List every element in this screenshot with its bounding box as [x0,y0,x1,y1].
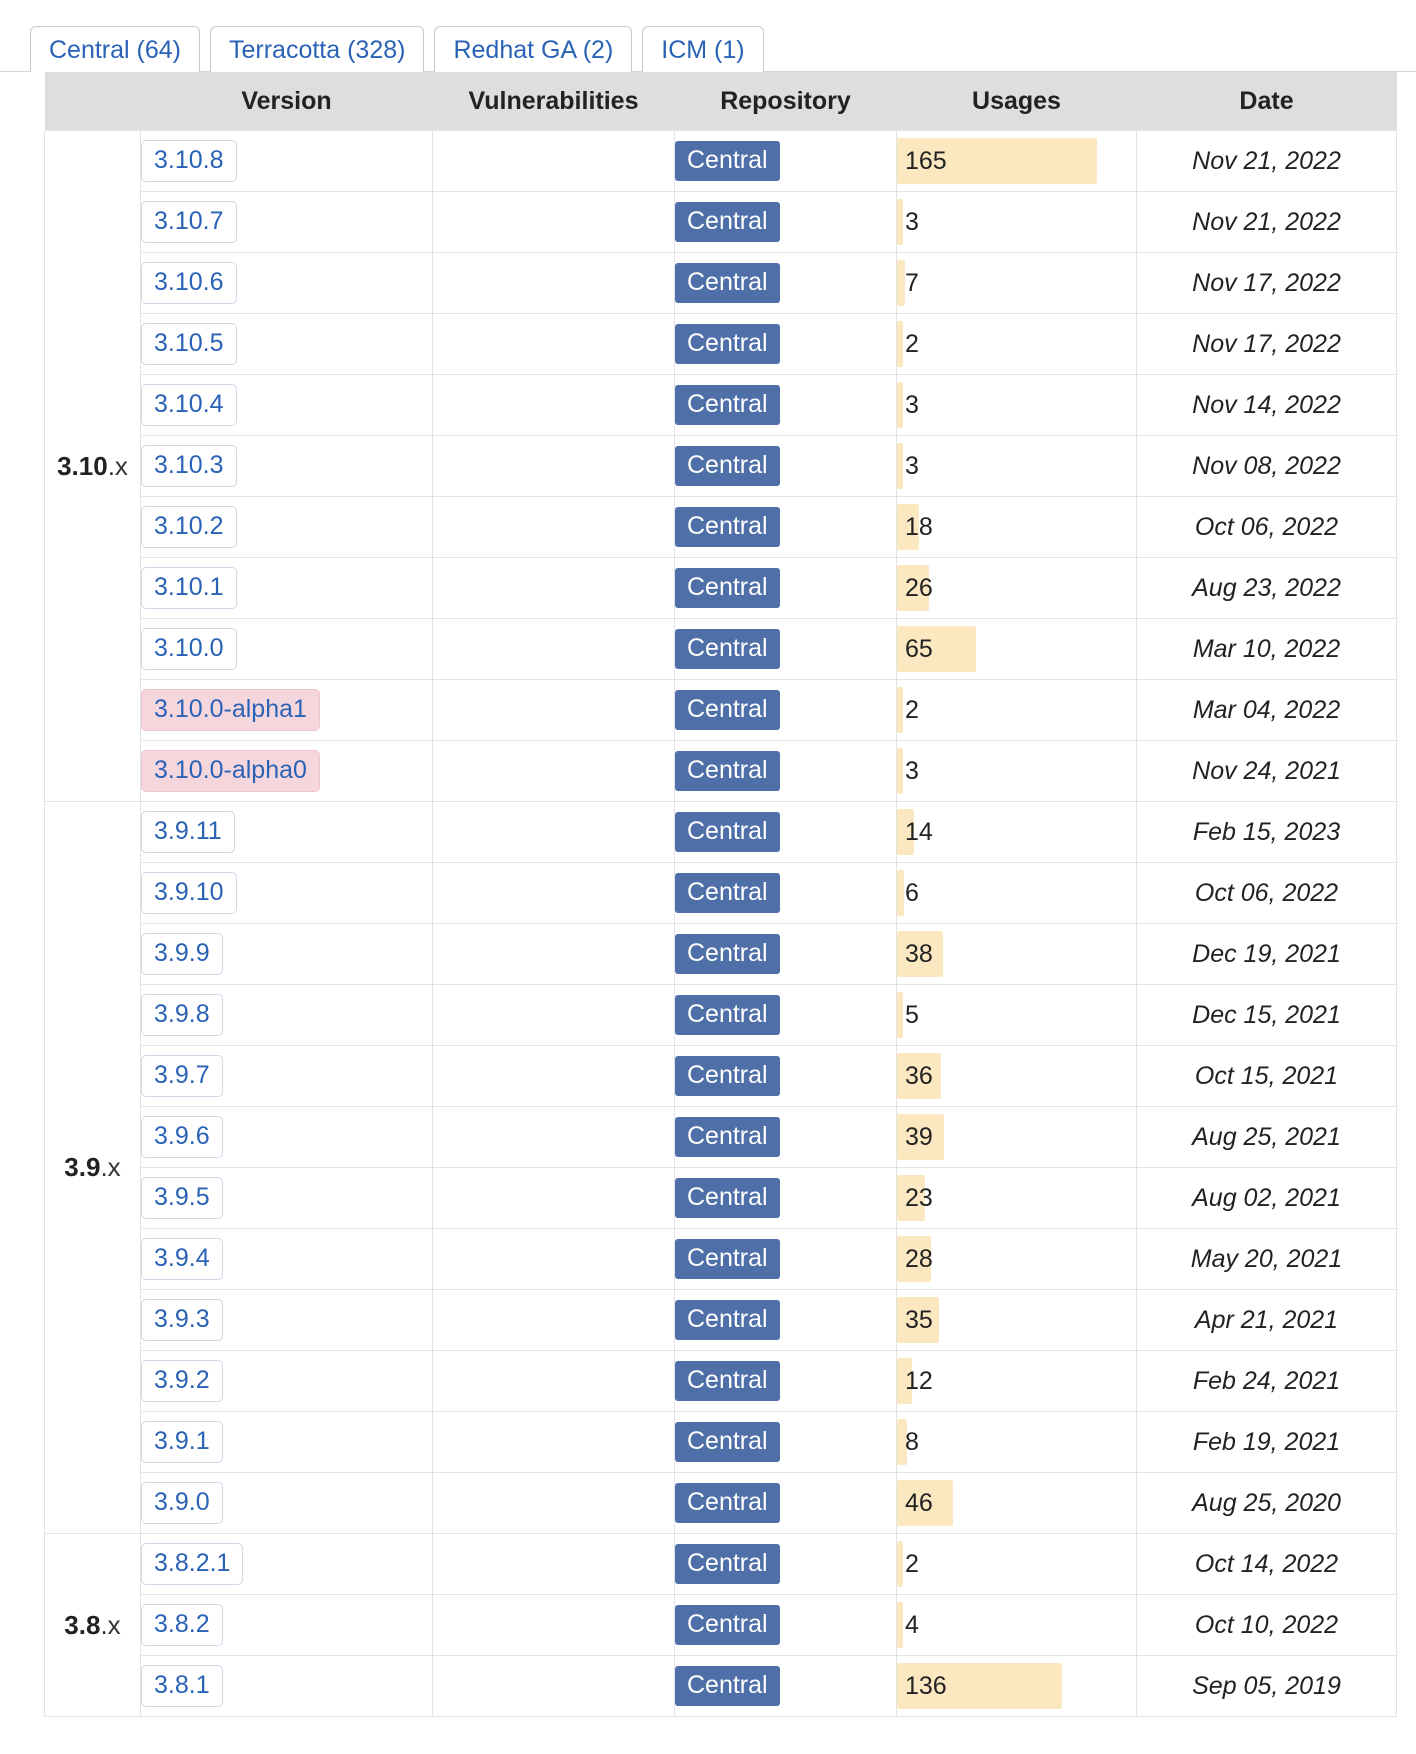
versions-table-head [45,72,1397,131]
repository-cell [675,253,897,314]
usages-count[interactable]: 39 [905,1122,933,1151]
release-date: Aug 23, 2022 [1137,558,1397,619]
vulnerabilities-cell [433,1290,675,1351]
usages-bar-wrapper [897,199,1136,245]
usages-bar-wrapper [897,1541,1136,1587]
release-date: Aug 25, 2021 [1137,1107,1397,1168]
vulnerabilities-cell [433,619,675,680]
version-link[interactable]: 3.9.2 [141,1360,223,1402]
repository-cell [675,1351,897,1412]
repository-cell [675,1107,897,1168]
usages-bar-wrapper [897,382,1136,428]
repository-cell [675,558,897,619]
table-row [45,314,1397,375]
repository-cell [675,131,897,192]
release-date: Oct 15, 2021 [1137,1046,1397,1107]
version-cell [141,131,433,192]
repository-badge[interactable]: Central [675,263,780,303]
version-cell [141,619,433,680]
repository-badge[interactable]: Central [675,1605,780,1645]
usages-cell [897,619,1137,680]
branch-major: 3.10 [57,450,108,481]
usages-cell [897,436,1137,497]
branch-suffix: .x [107,450,128,481]
table-row [45,1107,1397,1168]
repository-cell [675,436,897,497]
repository-badge[interactable]: Central [675,690,780,730]
versions-table [44,72,1397,1717]
usages-bar-wrapper [897,504,1136,550]
usages-count[interactable]: 35 [905,1305,933,1334]
release-date: Nov 24, 2021 [1137,741,1397,802]
usages-bar-wrapper [897,1175,1136,1221]
repository-cell [675,619,897,680]
release-date: May 20, 2021 [1137,1229,1397,1290]
usages-bar-wrapper [897,1602,1136,1648]
usages-count[interactable]: 65 [905,634,933,663]
table-row [45,497,1397,558]
version-cell [141,863,433,924]
usages-count[interactable]: 36 [905,1061,933,1090]
version-link[interactable]: 3.9.11 [141,811,235,853]
usages-bar-wrapper [897,1419,1136,1465]
usages-cell [897,497,1137,558]
repository-cell [675,741,897,802]
table-row [45,985,1397,1046]
vulnerabilities-cell [433,1412,675,1473]
repository-cell [675,375,897,436]
usages-cell [897,1351,1137,1412]
release-date: Aug 25, 2020 [1137,1473,1397,1534]
repository-badge[interactable]: Central [675,1361,780,1401]
release-date: Nov 17, 2022 [1137,314,1397,375]
table-row [45,1412,1397,1473]
table-row [45,1168,1397,1229]
repository-cell [675,192,897,253]
version-cell [141,985,433,1046]
tab-redhat-ga-2[interactable]: Redhat GA (2) [434,26,632,72]
usages-cell [897,924,1137,985]
usages-cell [897,1168,1137,1229]
repository-badge[interactable]: Central [675,1178,780,1218]
usages-count[interactable]: 136 [905,1671,947,1700]
repository-badge[interactable]: Central [675,1056,780,1096]
usages-bar-wrapper [897,1358,1136,1404]
vulnerabilities-cell [433,863,675,924]
repository-cell [675,680,897,741]
version-link[interactable]: 3.10.6 [141,262,237,304]
table-row [45,131,1397,192]
repository-cell [675,802,897,863]
repository-badge[interactable]: Central [675,995,780,1035]
usages-count[interactable]: 38 [905,939,933,968]
version-link[interactable]: 3.8.1 [141,1665,223,1707]
release-date: Oct 06, 2022 [1137,497,1397,558]
repository-badge[interactable]: Central [675,385,780,425]
version-link[interactable]: 3.9.1 [141,1421,223,1463]
version-cell [141,497,433,558]
version-cell [141,314,433,375]
version-cell [141,1412,433,1473]
repository-badge[interactable]: Central [675,1483,780,1523]
release-date: Nov 21, 2022 [1137,131,1397,192]
usages-bar-wrapper [897,321,1136,367]
version-link[interactable]: 3.9.0 [141,1482,223,1524]
table-row [45,741,1397,802]
branch-suffix: .x [100,1609,121,1640]
usages-count[interactable]: 3 [905,451,919,480]
release-date: Dec 15, 2021 [1137,985,1397,1046]
usages-cell [897,131,1137,192]
vulnerabilities-cell [433,1168,675,1229]
vulnerabilities-cell [433,253,675,314]
vulnerabilities-cell [433,802,675,863]
table-row [45,1534,1397,1595]
usages-cell [897,802,1137,863]
release-date: Oct 06, 2022 [1137,863,1397,924]
release-date: Sep 05, 2019 [1137,1656,1397,1717]
release-date: Feb 15, 2023 [1137,802,1397,863]
usages-bar-wrapper [897,931,1136,977]
usages-bar-wrapper [897,1053,1136,1099]
repository-badge[interactable]: Central [675,1666,780,1706]
column-header-usages: Usages [897,72,1137,131]
usages-count[interactable]: 3 [905,756,919,785]
release-date: Feb 24, 2021 [1137,1351,1397,1412]
column-header-date: Date [1137,72,1397,131]
usages-count[interactable]: 7 [905,268,919,297]
version-link[interactable]: 3.10.7 [141,201,237,243]
repository-cell [675,497,897,558]
usages-cell [897,1595,1137,1656]
vulnerabilities-cell [433,741,675,802]
table-row [45,1595,1397,1656]
usages-cell [897,1107,1137,1168]
repository-badge[interactable]: Central [675,507,780,547]
version-link[interactable]: 3.8.2 [141,1604,223,1646]
repository-cell [675,1473,897,1534]
repository-badge[interactable]: Central [675,202,780,242]
table-row [45,436,1397,497]
release-date: Nov 17, 2022 [1137,253,1397,314]
usages-count[interactable]: 2 [905,329,919,358]
version-link[interactable]: 3.10.0 [141,628,237,670]
usages-count[interactable]: 23 [905,1183,933,1212]
release-date: Aug 02, 2021 [1137,1168,1397,1229]
usages-cell [897,192,1137,253]
repository-badge[interactable]: Central [675,1422,780,1462]
usages-bar-wrapper [897,1236,1136,1282]
usages-count[interactable]: 26 [905,573,933,602]
table-row [45,192,1397,253]
version-link[interactable]: 3.8.2.1 [141,1543,243,1585]
release-date: Apr 21, 2021 [1137,1290,1397,1351]
vulnerabilities-cell [433,680,675,741]
usages-count[interactable]: 46 [905,1488,933,1517]
usages-cell [897,314,1137,375]
release-date: Feb 19, 2021 [1137,1412,1397,1473]
versions-table-header-row [45,72,1397,131]
version-cell [141,558,433,619]
release-date: Oct 14, 2022 [1137,1534,1397,1595]
usages-bar-wrapper [897,1480,1136,1526]
branch-suffix: .x [100,1152,121,1182]
version-link[interactable]: 3.10.4 [141,384,237,426]
vulnerabilities-cell [433,192,675,253]
repository-badge[interactable]: Central [675,629,780,669]
usages-cell [897,1290,1137,1351]
column-header-repository: Repository [675,72,897,131]
release-date: Oct 10, 2022 [1137,1595,1397,1656]
table-row [45,1473,1397,1534]
repository-badge[interactable]: Central [675,446,780,486]
vulnerabilities-cell [433,985,675,1046]
column-header-vulnerabilities: Vulnerabilities [433,72,675,131]
usages-cell [897,375,1137,436]
release-date: Dec 19, 2021 [1137,924,1397,985]
usages-count[interactable]: 18 [905,512,933,541]
release-date: Nov 21, 2022 [1137,192,1397,253]
version-link[interactable]: 3.9.8 [141,994,223,1036]
repository-cell [675,1229,897,1290]
usages-bar-wrapper [897,687,1136,733]
version-cell [141,802,433,863]
vulnerabilities-cell [433,1229,675,1290]
usages-count[interactable]: 14 [905,817,933,846]
version-link[interactable]: 3.9.4 [141,1238,223,1280]
usages-cell [897,1656,1137,1717]
vulnerabilities-cell [433,1656,675,1717]
vulnerabilities-cell [433,436,675,497]
repository-badge[interactable]: Central [675,1117,780,1157]
version-cell [141,436,433,497]
version-cell [141,1595,433,1656]
tab-terracotta-328[interactable]: Terracotta (328) [210,26,424,72]
version-link[interactable]: 3.10.8 [141,140,237,182]
usages-cell [897,680,1137,741]
repository-cell [675,1168,897,1229]
vulnerabilities-cell [433,1107,675,1168]
vulnerabilities-cell [433,1595,675,1656]
version-cell [141,253,433,314]
table-row [45,924,1397,985]
usages-cell [897,741,1137,802]
table-row [45,1351,1397,1412]
release-date: Mar 10, 2022 [1137,619,1397,680]
vulnerabilities-cell [433,1351,675,1412]
repository-badge[interactable]: Central [675,1300,780,1340]
usages-bar-wrapper [897,138,1136,184]
branch-major: 3.8 [64,1609,101,1640]
usages-bar-wrapper [897,1114,1136,1160]
version-cell [141,1656,433,1717]
usages-bar-wrapper [897,260,1136,306]
vulnerabilities-cell [433,558,675,619]
repository-badge[interactable]: Central [675,934,780,974]
repository-badge[interactable]: Central [675,812,780,852]
versions-table-container [0,72,1416,1717]
usages-cell [897,1412,1137,1473]
version-cell [141,1473,433,1534]
version-link[interactable]: 3.10.5 [141,323,237,365]
version-link[interactable]: 3.9.3 [141,1299,223,1341]
branch-label [45,131,141,802]
release-date: Mar 04, 2022 [1137,680,1397,741]
repository-badge[interactable]: Central [675,141,780,181]
table-row [45,863,1397,924]
branch-label [45,1534,141,1717]
version-link[interactable]: 3.10.2 [141,506,237,548]
table-row [45,253,1397,314]
branch-label [45,802,141,1534]
usages-cell [897,1046,1137,1107]
version-cell [141,1229,433,1290]
usages-bar-wrapper [897,748,1136,794]
version-cell [141,1351,433,1412]
release-date: Nov 14, 2022 [1137,375,1397,436]
repository-cell [675,314,897,375]
vulnerabilities-cell [433,1534,675,1595]
version-link[interactable]: 3.10.3 [141,445,237,487]
usages-count[interactable]: 4 [905,1610,919,1639]
usages-bar-wrapper [897,443,1136,489]
table-row [45,802,1397,863]
usages-cell [897,1229,1137,1290]
usages-cell [897,253,1137,314]
table-row [45,558,1397,619]
version-cell [141,1534,433,1595]
repository-cell [675,1290,897,1351]
vulnerabilities-cell [433,314,675,375]
version-link[interactable]: 3.9.6 [141,1116,223,1158]
version-cell [141,1107,433,1168]
table-row [45,1046,1397,1107]
usages-count[interactable]: 8 [905,1427,919,1456]
version-link[interactable]: 3.10.1 [141,567,237,609]
usages-count[interactable]: 5 [905,1000,919,1029]
repository-badge[interactable]: Central [675,1544,780,1584]
repository-cell [675,1046,897,1107]
repository-cell [675,1656,897,1717]
usages-bar-wrapper [897,626,1136,672]
version-cell [141,375,433,436]
usages-cell [897,558,1137,619]
branch-major: 3.9 [64,1152,101,1182]
version-link[interactable]: 3.9.9 [141,933,223,975]
usages-count[interactable]: 3 [905,207,919,236]
version-cell [141,680,433,741]
version-link[interactable]: 3.9.10 [141,872,237,914]
tab-central-64[interactable]: Central (64) [30,26,200,72]
usages-cell [897,1534,1137,1595]
repository-cell [675,1595,897,1656]
usages-count[interactable]: 3 [905,390,919,419]
usages-count[interactable]: 165 [905,146,947,175]
vulnerabilities-cell [433,497,675,558]
version-cell [141,1290,433,1351]
vulnerabilities-cell [433,1046,675,1107]
table-row [45,375,1397,436]
repository-cell [675,1412,897,1473]
usages-count[interactable]: 12 [905,1366,933,1395]
usages-bar-wrapper [897,1663,1136,1709]
repository-cell [675,1534,897,1595]
table-row [45,1656,1397,1717]
usages-cell [897,1473,1137,1534]
repository-badge[interactable]: Central [675,324,780,364]
repository-badge[interactable]: Central [675,568,780,608]
repository-tabs [0,0,1416,72]
version-cell [141,192,433,253]
release-date: Nov 08, 2022 [1137,436,1397,497]
usages-count[interactable]: 2 [905,1549,919,1578]
usages-cell [897,863,1137,924]
usages-bar-wrapper [897,809,1136,855]
version-link[interactable]: 3.9.7 [141,1055,223,1097]
usages-count[interactable]: 6 [905,878,919,907]
usages-cell [897,985,1137,1046]
column-header-branch [45,72,141,131]
usages-count[interactable]: 28 [905,1244,933,1273]
table-row [45,619,1397,680]
usages-bar-wrapper [897,1297,1136,1343]
version-link[interactable]: 3.10.0-alpha0 [141,750,320,792]
repository-cell [675,924,897,985]
vulnerabilities-cell [433,924,675,985]
repository-badge[interactable]: Central [675,751,780,791]
repository-badge[interactable]: Central [675,1239,780,1279]
usages-bar-wrapper [897,870,1136,916]
tab-icm-1[interactable]: ICM (1) [642,26,763,72]
versions-table-body [45,131,1397,1717]
usages-bar-wrapper [897,992,1136,1038]
version-link[interactable]: 3.9.5 [141,1177,223,1219]
repository-badge[interactable]: Central [675,873,780,913]
version-cell [141,1046,433,1107]
repository-cell [675,863,897,924]
vulnerabilities-cell [433,131,675,192]
table-row [45,1229,1397,1290]
version-cell [141,741,433,802]
repository-cell [675,985,897,1046]
version-link[interactable]: 3.10.0-alpha1 [141,689,320,731]
usages-count[interactable]: 2 [905,695,919,724]
version-cell [141,1168,433,1229]
vulnerabilities-cell [433,1473,675,1534]
vulnerabilities-cell [433,375,675,436]
usages-bar-wrapper [897,565,1136,611]
version-cell [141,924,433,985]
table-row [45,680,1397,741]
column-header-version: Version [141,72,433,131]
table-row [45,1290,1397,1351]
